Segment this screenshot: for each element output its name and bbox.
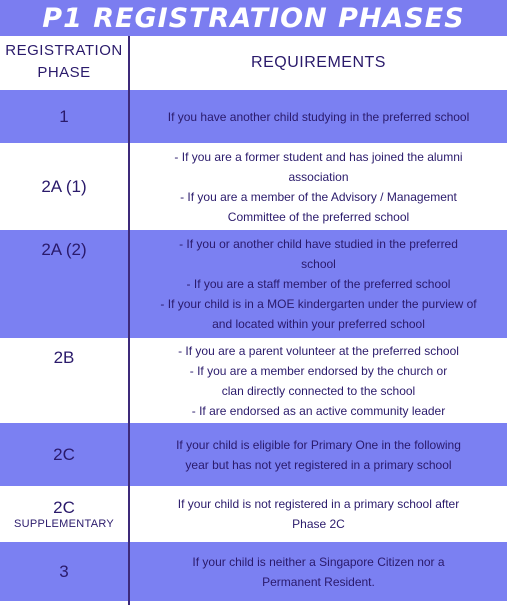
column-divider <box>128 36 130 605</box>
page-title: P1 REGISTRATION PHASES <box>42 2 465 34</box>
table-row <box>0 90 507 143</box>
requirement-line: and located within your preferred school <box>212 317 425 331</box>
requirements-cell <box>130 542 507 601</box>
header-phase-line1: REGISTRATION <box>5 42 123 59</box>
header-phase-line2: PHASE <box>37 64 91 81</box>
requirement-line: If your child is neither a Singapore Citizen nor a <box>192 554 445 569</box>
title-bar <box>0 0 507 36</box>
requirement-line: - If you or another child have studied in the preferred <box>179 237 458 251</box>
requirement-line: - If you are a staff member of the preferred school <box>186 277 451 291</box>
requirement-line: Phase 2C <box>292 517 345 531</box>
requirement-line: Committee of the preferred school <box>227 209 410 224</box>
header-phase <box>0 40 128 84</box>
requirement-line: Permanent Resident. <box>262 574 375 589</box>
requirement-line: - If you are a former student and has joined the alumni <box>174 149 463 164</box>
phase-cell: 2A (1) <box>41 176 87 196</box>
table-header <box>0 36 507 90</box>
phase-cell: 3 <box>59 561 69 581</box>
requirement-line: If your child is eligible for Primary One in the following <box>176 437 461 452</box>
requirements-cell <box>130 338 507 423</box>
requirement-line: - If are endorsed as an active community leader <box>191 403 446 418</box>
phase-cell <box>0 486 128 542</box>
phase-label: 2C <box>53 497 75 517</box>
requirement-line: - If you are a member endorsed by the church or <box>189 363 448 378</box>
requirements-cell <box>130 143 507 230</box>
phase-cell: 2A (2) <box>41 240 87 259</box>
table-row <box>0 143 507 230</box>
table-row <box>0 542 507 601</box>
table-row <box>0 486 507 542</box>
requirement-line: - If you are a parent volunteer at the preferred school <box>178 343 459 358</box>
requirement-line: - If you are a member of the Advisory / Management <box>180 189 457 204</box>
phase-cell: 2B <box>53 348 75 367</box>
requirements-cell <box>130 423 507 486</box>
table-row <box>0 423 507 486</box>
requirement-line: - If your child is in a MOE kindergarten under the purview of <box>160 297 477 311</box>
requirement-line: If you have another child studying in the preferred school <box>167 109 470 124</box>
requirements-cell <box>130 90 507 143</box>
requirement-line: If your child is not registered in a primary school after <box>177 497 460 511</box>
phase-cell: 1 <box>59 106 69 126</box>
requirements-cell <box>130 230 507 338</box>
phase-cell: 2C <box>53 444 75 464</box>
phase-sublabel: SUPPLEMENTARY <box>13 517 115 530</box>
requirement-line: school <box>301 257 336 271</box>
requirement-line: association <box>288 169 349 184</box>
requirement-line: year but has not yet registered in a primary school <box>185 457 452 472</box>
requirements-cell <box>130 486 507 542</box>
header-requirements: REQUIREMENTS <box>251 54 386 71</box>
table-row <box>0 338 507 423</box>
requirement-line: clan directly connected to the school <box>221 383 416 398</box>
table-row <box>0 230 507 338</box>
